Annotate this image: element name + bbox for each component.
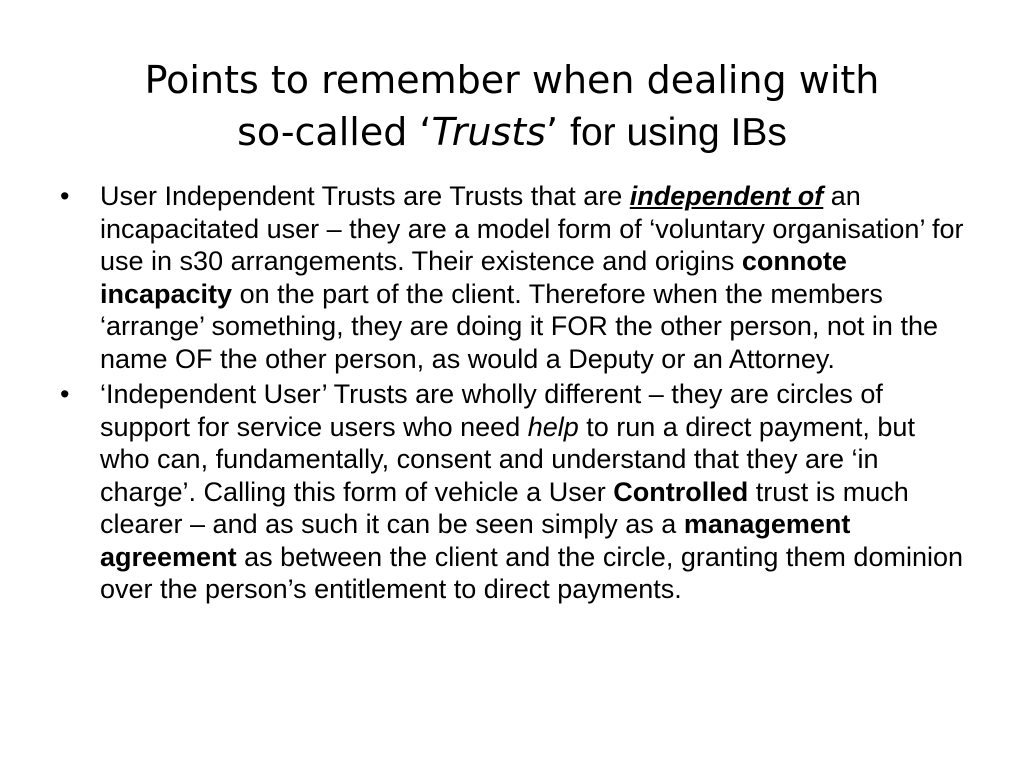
- text-segment: ’: [545, 110, 571, 154]
- text-segment: to run a direct payment, but who can, fundamentally, consent and understand that they are ‘in charge’. Calling this form of vehicle a User: [100, 411, 915, 507]
- text-segment: for using IBs: [570, 111, 787, 154]
- bullet-icon: •: [60, 379, 70, 409]
- text-segment: an incapacitated user – they are a model form of ‘voluntary organisation’ for use in s30 arrangements. Their existence and origins: [100, 181, 964, 276]
- text-segment: management agreement: [100, 509, 851, 572]
- title-line-2: [40, 106, 984, 159]
- text-segment: independent of: [629, 181, 824, 211]
- bullet-text-1: [100, 181, 963, 374]
- text-segment: trust is much clearer – and as such it can be seen simply as a: [100, 476, 909, 539]
- bullet-list: [60, 180, 970, 609]
- text-segment: User Independent Trusts are Trusts that are: [100, 181, 630, 211]
- text-segment: help: [527, 411, 579, 442]
- text-segment: connote incapacity: [100, 246, 847, 309]
- bullet-item-1: [60, 180, 970, 375]
- text-segment: Trusts: [431, 110, 546, 154]
- title-line-1: [40, 54, 984, 106]
- bullet-item-2: [60, 378, 970, 606]
- text-segment: as between the client and the circle, granting them dominion over the person’s entitlement to direct payments.: [100, 541, 963, 604]
- bullet-icon: •: [60, 181, 70, 211]
- text-segment: ‘: [419, 110, 432, 154]
- text-segment: ‘Independent User’ Trusts are wholly different – they are circles of support for service users who need: [100, 379, 883, 442]
- text-segment: so-called: [237, 110, 420, 154]
- text-segment: Points to remember when dealing with: [144, 58, 880, 102]
- bullet-text-2: [100, 379, 963, 604]
- slide-title: [40, 54, 984, 159]
- text-segment: Controlled: [613, 476, 749, 507]
- text-segment: on the part of the client. Therefore when the members ‘arrange’ something, they are doing it FOR the other person, not in the name OF the other person, as would a Deputy or an Attorney.: [100, 278, 938, 374]
